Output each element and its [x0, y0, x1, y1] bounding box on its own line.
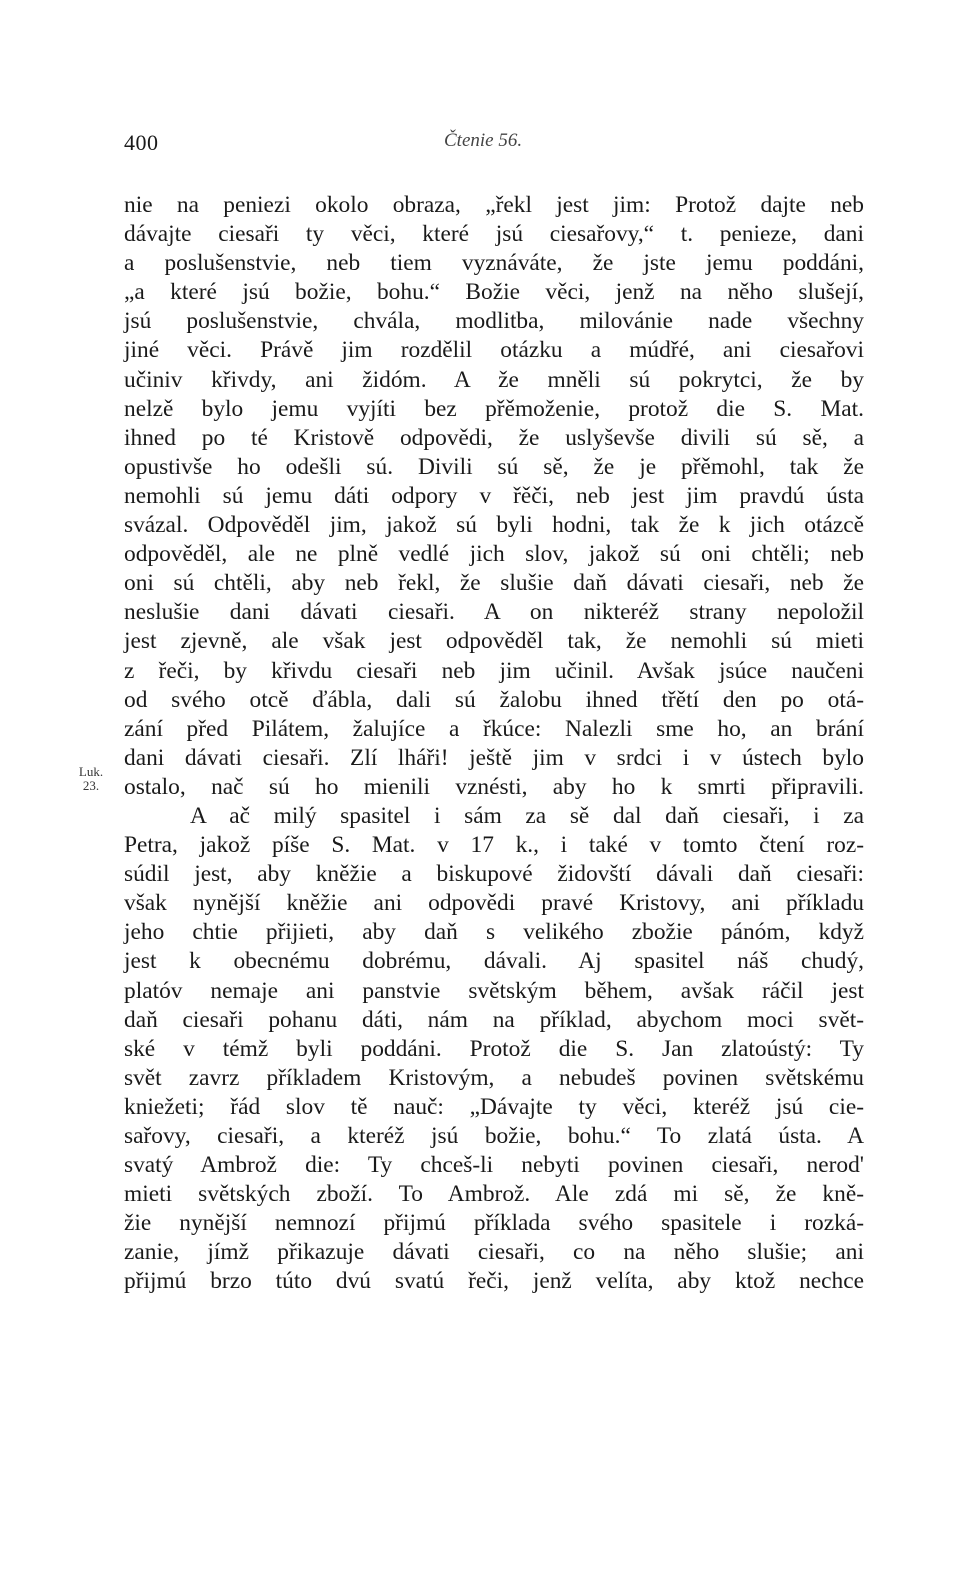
page-number: 400 — [124, 130, 159, 155]
text-line: ostalo, nač sú ho mienili vznésti, aby ho k smrti připravili. — [124, 773, 864, 800]
margin-note-chapter: 23. — [82, 778, 100, 793]
text-line: jest zjevně, ale však jest odpověděl tak, že nemohli sú mieti — [124, 628, 864, 655]
text-line: opustivše ho odešli sú. Divili sú sě, že je přěmohl, tak že — [124, 453, 864, 480]
text-line: však nynější kněžie ani odpovědi pravé Kristovy, ani příkladu — [124, 890, 864, 917]
text-line: učiniv křivdy, ani židóm. A že mněli sú pokrytci, že by — [124, 366, 864, 393]
body-text — [124, 191, 864, 1297]
text-line: ské v témž byli poddáni. Protož die S. Jan zlatoústý: Ty — [124, 1035, 864, 1062]
text-line: súdil jest, aby kněžie a biskupové židovští dávali daň ciesaři: — [124, 861, 864, 888]
text-line: „a které jsú božie, bohu.“ Božie věci, jenž na něho slušejí, — [124, 279, 864, 306]
text-line: jest k obecnému dobrému, dávali. Aj spasitel náš chudý, — [124, 948, 864, 975]
margin-note-book: Luk. — [78, 764, 104, 779]
running-head: Čtenie 56. — [444, 130, 523, 151]
page-header — [124, 130, 864, 160]
text-line: svatý Ambrož die: Ty chceš-li nebyti povinen ciesaři, nerod' — [124, 1152, 864, 1179]
text-line: odpověděl, ale ne plně vedlé jich slov, jakož sú oni chtěli; neb — [124, 541, 864, 568]
text-line: nie na peniezi okolo obraza, „řekl jest jim: Protož dajte neb — [124, 192, 864, 218]
text-line: ihned po té Kristově odpovědi, že uslyševše divili sú sě, a — [124, 424, 864, 451]
text-line: od svého otcě ďábla, dali sú žalobu ihned třětí den po otá- — [124, 686, 864, 713]
text-line: jiné věci. Právě jim rozdělil otázku a múdřé, ani ciesařovi — [124, 337, 864, 364]
text-line: Petra, jakož píše S. Mat. v 17 k., i také v tomto čtení roz- — [124, 832, 864, 859]
text-line: přijmú brzo túto dvú svatú řeči, jenž velíta, aby ktož nechce — [124, 1268, 864, 1295]
text-line: mieti světských zboží. To Ambrož. Ale zdá mi sě, že kně- — [124, 1181, 864, 1208]
text-line: jeho chtie přijieti, aby daň s velikého zbožie pánóm, když — [124, 919, 864, 946]
text-line: z řeči, by křivdu ciesaři neb jim učinil. Avšak jsúce naučeni — [124, 657, 864, 684]
text-line: jsú poslušenstvie, chvála, modlitba, milovánie nade všechny — [124, 308, 864, 335]
text-line: nemohli sú jemu dáti odpory v řěči, neb jest jim pravdú ústa — [124, 482, 864, 509]
text-line: nelzě bylo jemu vyjíti bez přěmoženie, protož die S. Mat. — [124, 395, 864, 422]
text-line: oni sú chtěli, aby neb řekl, že slušie daň dávati ciesaři, neb že — [124, 570, 864, 597]
text-line: daň ciesaři pohanu dáti, nám na příklad, abychom moci svět- — [124, 1006, 864, 1033]
text-line: dávajte ciesaři ty věci, které jsú ciesařovy,“ t. penieze, dani — [124, 221, 864, 248]
paragraph-start-line: A ač milý spasitel i sám za sě dal daň ciesaři, i za — [190, 802, 864, 829]
text-line: žie nynější nemnozí přijmú příklada svého spasitele i rozká- — [124, 1210, 864, 1237]
text-line: sařovy, ciesaři, a kteréž jsú božie, bohu.“ To zlatá ústa. A — [124, 1123, 864, 1149]
text-line: zanie, jímž přikazuje dávati ciesaři, co na něho slušie; ani — [124, 1239, 864, 1266]
text-line: kniežeti; řád slov tě nauč: „Dávajte ty věci, kteréž jsú cie- — [124, 1093, 864, 1120]
text-line: zání před Pilátem, žalujíce a řkúce: Nalezli sme ho, an brání — [124, 715, 864, 742]
text-line: dani dávati ciesaři. Zlí lháři! ještě jim v srdci i v ústech bylo — [124, 744, 864, 771]
text-line: a poslušenstvie, neb tiem vyznáváte, že jste jemu poddáni, — [124, 250, 864, 277]
text-line: svázal. Odpověděl jim, jakož sú byli hodni, tak že k jich otázcě — [124, 512, 864, 539]
text-line: platóv nemaje ani panstvie světským během, avšak ráčil jest — [124, 977, 864, 1004]
text-line: svět zavrz příkladem Kristovým, a nebudeš povinen světskému — [124, 1064, 864, 1091]
margin-note-reference — [74, 765, 108, 793]
text-line: neslušie dani dávati ciesaři. A on nikteréž strany nepoložil — [124, 599, 864, 626]
